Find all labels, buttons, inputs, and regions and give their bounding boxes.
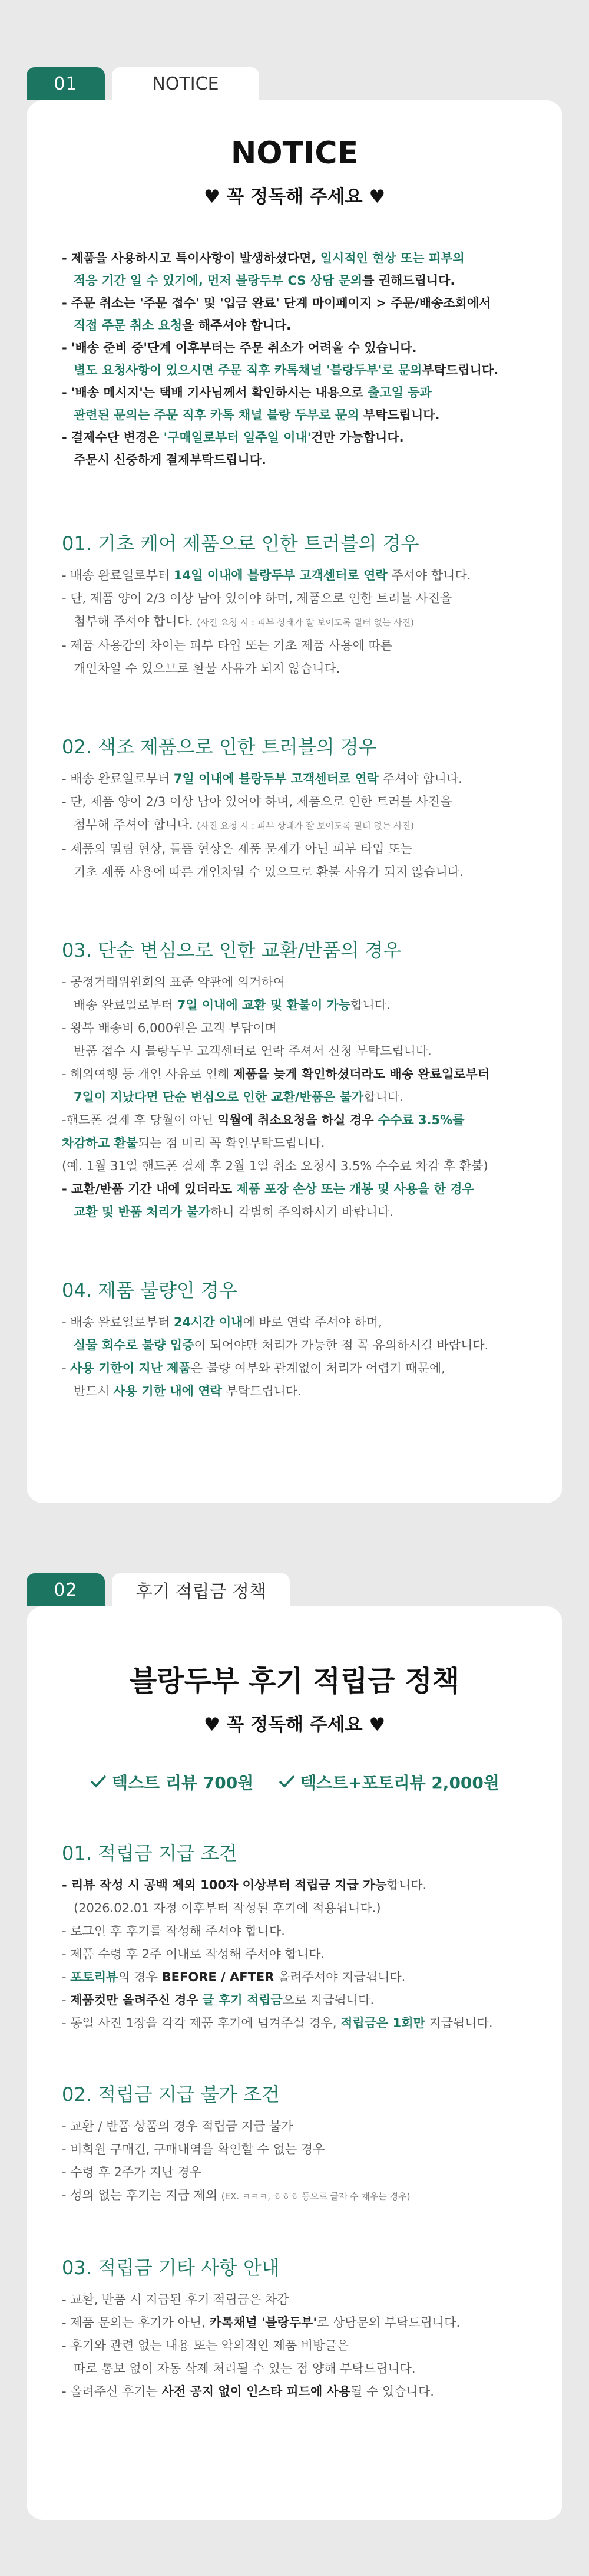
section-line: 반품 접수 시 블랑두부 고객센터로 연락 주셔서 신청 부탁드립니다. [74, 1044, 432, 1058]
notice-line: 관련된 문의는 주문 직후 카톡 채널 블랑 두부로 문의 부탁드립니다. [74, 408, 440, 422]
section-color-makeup [62, 732, 527, 884]
section-line: - 동일 사진 1장을 각각 제품 후기에 넘겨주실 경우, 적립금은 1회만 지급됩니다. [62, 2016, 493, 2030]
section-line: 첨부해 주셔야 합니다. (사진 요청 시 : 피부 상태가 잘 보이도록 필터 없는 사진) [74, 614, 415, 628]
section-line: - 공정거래위원회의 표준 약관에 의거하여 [62, 975, 286, 989]
section-line: - 제품 문의는 후기가 아닌, 카톡채널 '블랑두부'로 상담문의 부탁드립니다. [62, 2315, 461, 2330]
check-icon [278, 1773, 296, 1793]
section-line: (2026.02.01 자정 이후부터 작성된 후기에 적용됩니다.) [74, 1901, 381, 1915]
section-line: 반드시 사용 기한 내에 연락 부탁드립니다. [74, 1384, 302, 1398]
section-title: 03. 단순 변심으로 인한 교환/반품의 경우 [62, 939, 402, 961]
section-line: - 제품컷만 올려주신 경우 글 후기 적립금으로 지급됩니다. [62, 1993, 375, 2007]
section-simple-change [62, 935, 527, 1224]
section-line: 실물 회수로 불량 입증이 되어야만 처리가 가능한 점 꼭 유의하시길 바랍니다. [74, 1338, 489, 1352]
section-title: 01. 적립금 지급 조건 [62, 1842, 237, 1865]
review-section-other [62, 2253, 527, 2403]
notice-notes [62, 247, 527, 471]
review-tab-label: 후기 적립금 정책 [112, 1573, 290, 1606]
section-line: - 배송 완료일로부터 7일 이내에 블랑두부 고객센터로 연락 주셔야 합니다. [62, 772, 462, 786]
section-line: 첨부해 주셔야 합니다. (사진 요청 시 : 피부 상태가 잘 보이도록 필터 없는 사진) [74, 818, 415, 832]
notice-line: 직접 주문 취소 요청을 해주셔야 합니다. [74, 318, 292, 332]
review-tabs [27, 1565, 290, 1606]
section-line: - 비회원 구매건, 구매내역을 확인할 수 없는 경우 [62, 2142, 325, 2156]
section-line: - 올려주신 후기는 사전 공지 없이 인스타 피드에 사용될 수 있습니다. [62, 2384, 434, 2399]
section-title: 01. 기초 케어 제품으로 인한 트러블의 경우 [62, 532, 419, 555]
section-line: - 교환 / 반품 상품의 경우 적립금 지급 불가 [62, 2119, 293, 2133]
notice-line: - 주문 취소는 '주문 접수' 및 '입금 완료' 단계 마이페이지 > 주문/배송조회에서 [62, 296, 491, 310]
section-line: - 사용 기한이 지난 제품은 불량 여부와 관계없이 처리가 어렵기 때문에, [62, 1361, 445, 1375]
reward-text-review: 텍스트 리뷰 700원 [112, 1773, 254, 1793]
notice-line: 주문시 신중하게 결제부탁드립니다. [74, 453, 266, 467]
section-title: 04. 제품 불량인 경우 [62, 1279, 237, 1302]
section-line: - 후기와 관련 없는 내용 또는 악의적인 제품 비방글은 [62, 2338, 349, 2353]
review-title: 블랑두부 후기 적립금 정책 [129, 1665, 460, 1698]
reward-row [62, 1770, 527, 1794]
section-line: - 교환/반품 기간 내에 있더라도 제품 포장 손상 또는 개봉 및 사용을 한 경우 [62, 1182, 474, 1196]
section-line: - 왕복 배송비 6,000원은 고객 부담이며 [62, 1021, 277, 1035]
section-line: - 성의 없는 후기는 지급 제외 (EX. ㅋㅋㅋ, ㅎㅎㅎ 등으로 글자 수 채우는 경우) [62, 2188, 411, 2202]
notice-card [27, 100, 562, 1503]
notice-tabs [27, 59, 259, 100]
section-defective [62, 1276, 527, 1403]
section-line: - 수령 후 2주가 지난 경우 [62, 2165, 201, 2179]
section-title: 02. 색조 제품으로 인한 트러블의 경우 [62, 736, 377, 758]
section-line: - 제품 수령 후 2주 이내로 작성해 주셔야 합니다. [62, 1947, 325, 1961]
section-line: 차감하고 환불되는 점 미리 꼭 확인부탁드립니다. [62, 1136, 325, 1150]
section-line: (예. 1월 31일 핸드폰 결제 후 2월 1일 취소 요청시 3.5% 수수료 차감 후 환불) [62, 1159, 488, 1173]
section-line: - 리뷰 작성 시 공백 제외 100자 이상부터 적립금 지급 가능합니다. [62, 1878, 427, 1892]
section-line: - 해외여행 등 개인 사유로 인해 제품을 늦게 확인하셨더라도 배송 완료일로부터 [62, 1067, 490, 1081]
section-line: - 단, 제품 양이 2/3 이상 남아 있어야 하며, 제품으로 인한 트러블 사진을 [62, 591, 452, 605]
section-line: 7일이 지났다면 단순 변심으로 인한 교환/반품은 불가합니다. [74, 1090, 403, 1104]
notice-tab-label: NOTICE [112, 67, 259, 100]
section-line: - 로그인 후 후기를 작성해 주셔야 합니다. [62, 1924, 285, 1938]
section-line: - 단, 제품 양이 2/3 이상 남아 있어야 하며, 제품으로 인한 트러블 사진을 [62, 795, 452, 809]
section-line: 배송 완료일로부터 7일 이내에 교환 및 환불이 가능합니다. [74, 998, 391, 1012]
section-line: 기초 제품 사용에 따른 개인차일 수 있으므로 환불 사유가 되지 않습니다. [74, 865, 464, 879]
section-line: 개인차일 수 있으므로 환불 사유가 되지 않습니다. [74, 661, 340, 676]
notice-subtitle: ♥ 꼭 정독해 주세요 ♥ [203, 186, 386, 207]
section-line: 따로 통보 없이 자동 삭제 처리될 수 있는 점 양해 부탁드립니다. [74, 2361, 416, 2376]
notice-line: - '배송 준비 중'단계 이후부터는 주문 취소가 어려울 수 있습니다. [62, 341, 417, 355]
section-line: -핸드폰 결제 후 당월이 아닌 익월에 취소요청을 하실 경우 수수료 3.5%를 [62, 1113, 465, 1127]
review-section-conditions [62, 1839, 527, 2035]
notice-line: 적응 기간 일 수 있기에, 먼저 블랑두부 CS 상담 문의를 권해드립니다. [74, 274, 455, 288]
section-line: 교환 및 반품 처리가 불가하니 각별히 주의하시기 바랍니다. [74, 1205, 393, 1219]
section-title: 02. 적립금 지급 불가 조건 [62, 2083, 280, 2106]
notice-title: NOTICE [230, 136, 359, 171]
notice-line: 별도 요청사항이 있으시면 주문 직후 카톡채널 '블랑두부'로 문의부탁드립니다. [74, 363, 499, 377]
section-title: 03. 적립금 기타 사항 안내 [62, 2257, 280, 2279]
notice-line: - '배송 메시지'는 택배 기사님께서 확인하시는 내용으로 출고일 등과 [62, 386, 432, 400]
review-subtitle: ♥ 꼭 정독해 주세요 ♥ [203, 1714, 386, 1735]
check-icon [90, 1773, 107, 1793]
section-line: - 제품 사용감의 차이는 피부 타입 또는 기초 제품 사용에 따른 [62, 638, 393, 653]
section-line: - 포토리뷰의 경우 BEFORE / AFTER 올려주셔야 지급됩니다. [62, 1970, 406, 1984]
section-line: - 제품의 밀림 현상, 들뜸 현상은 제품 문제가 아닌 피부 타입 또는 [62, 842, 412, 856]
section-basic-care [62, 529, 527, 680]
review-section-not-paid [62, 2080, 527, 2208]
section-line: - 배송 완료일로부터 14일 이내에 블랑두부 고객센터로 연락 주셔야 합니다. [62, 568, 471, 582]
review-tab-number: 02 [27, 1573, 105, 1606]
notice-line: - 제품을 사용하시고 특이사항이 발생하셨다면, 일시적인 현상 또는 피부의 [62, 251, 465, 265]
notice-line: - 결제수단 변경은 '구매일로부터 일주일 이내'건만 가능합니다. [62, 430, 404, 444]
section-line: - 교환, 반품 시 지급된 후기 적립금은 차감 [62, 2292, 289, 2307]
review-card [27, 1606, 562, 2520]
notice-tab-number: 01 [27, 67, 105, 100]
section-line: - 배송 완료일로부터 24시간 이내에 바로 연락 주셔야 하며, [62, 1315, 382, 1329]
reward-photo-review: 텍스트+포토리뷰 2,000원 [300, 1773, 499, 1793]
